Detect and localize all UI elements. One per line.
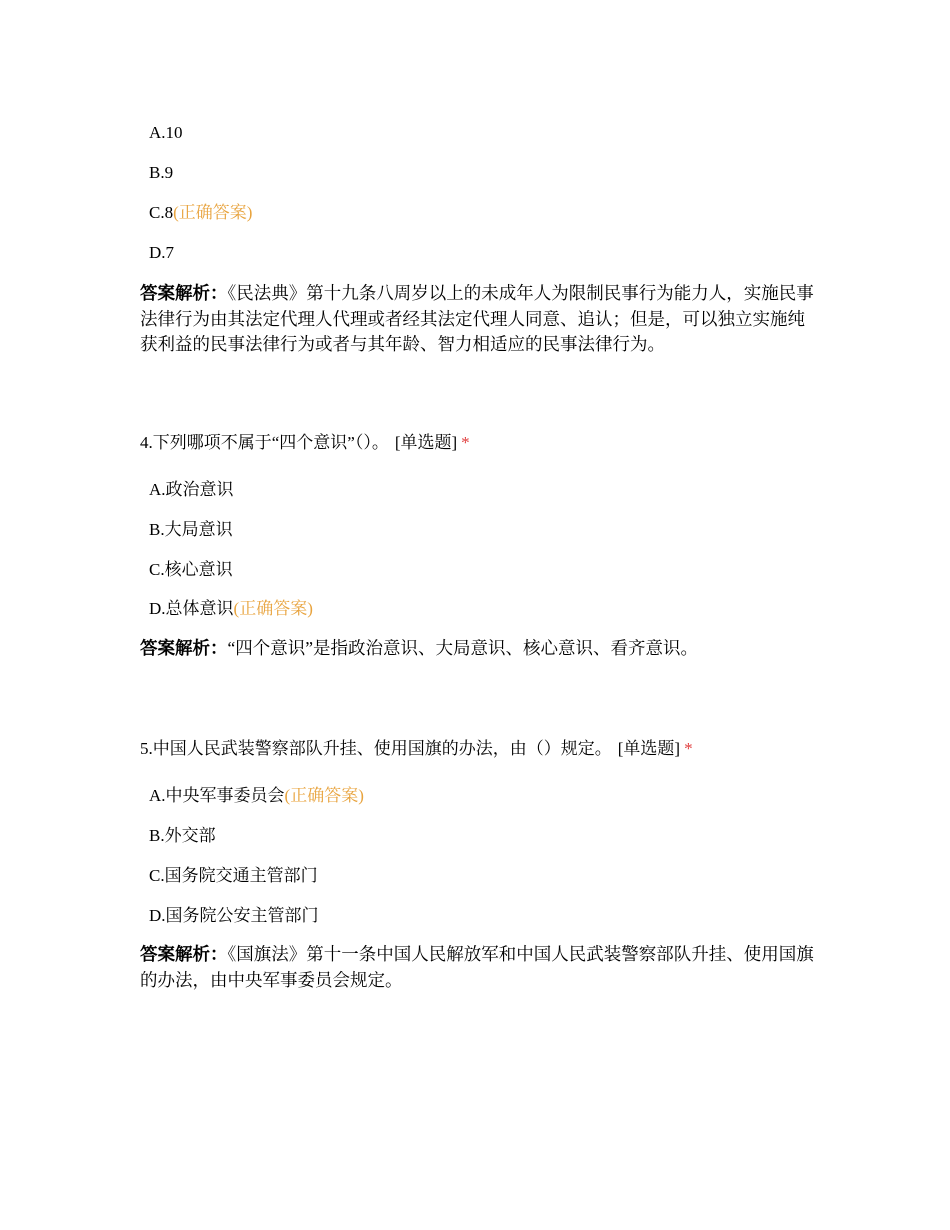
analysis-label: 答案解析： bbox=[140, 944, 228, 964]
q4-option-a[interactable]: A.政治意识 bbox=[149, 480, 234, 499]
q3-analysis: 答案解析：《民法典》第十九条八周岁以上的未成年人为限制民事行为能力人，实施民事法律行为由其法定代理人代理或者经其法定代理人同意、追认；但是，可以独立实施纯获利益的民事法律行为或者与其年龄、智力相适应的民事法律行为。 bbox=[140, 283, 814, 354]
required-mark: * bbox=[461, 433, 470, 452]
q4-analysis: 答案解析：“四个意识”是指政治意识、大局意识、核心意识、看齐意识。 bbox=[140, 638, 699, 658]
q5-title: 5.中国人民武装警察部队升挂、使用国旗的办法，由（）规定。 [单选题] * bbox=[140, 739, 693, 758]
q5-analysis: 答案解析：《国旗法》第十一条中国人民解放军和中国人民武装警察部队升挂、使用国旗的办法，由中央军事委员会规定。 bbox=[140, 944, 814, 990]
q3-option-b[interactable]: B.9 bbox=[149, 163, 174, 182]
q4-option-d[interactable]: D.总体意识(正确答案) bbox=[149, 599, 313, 618]
question-type: [单选题] bbox=[394, 433, 458, 452]
q3-option-a[interactable]: A.10 bbox=[149, 123, 183, 142]
q3-option-c[interactable]: C.8(正确答案) bbox=[149, 203, 253, 222]
q5-option-c[interactable]: C.国务院交通主管部门 bbox=[149, 866, 318, 885]
q5-option-b[interactable]: B.外交部 bbox=[149, 826, 216, 845]
correct-answer-tag: (正确答案) bbox=[173, 203, 253, 222]
correct-answer-tag: (正确答案) bbox=[233, 599, 313, 618]
q4-option-b[interactable]: B.大局意识 bbox=[149, 520, 233, 539]
question-type: [单选题] bbox=[617, 739, 681, 758]
correct-answer-tag: (正确答案) bbox=[284, 786, 364, 805]
analysis-label: 答案解析： bbox=[140, 638, 228, 658]
required-mark: * bbox=[684, 739, 693, 758]
q3-option-d[interactable]: D.7 bbox=[149, 243, 175, 262]
q5-option-d[interactable]: D.国务院公安主管部门 bbox=[149, 906, 319, 925]
analysis-label: 答案解析： bbox=[140, 283, 228, 303]
q4-title: 4.下列哪项不属于“四个意识”（）。 [单选题] * bbox=[140, 433, 470, 452]
q5-option-a[interactable]: A.中央军事委员会(正确答案) bbox=[149, 786, 364, 805]
q4-option-c[interactable]: C.核心意识 bbox=[149, 560, 233, 579]
